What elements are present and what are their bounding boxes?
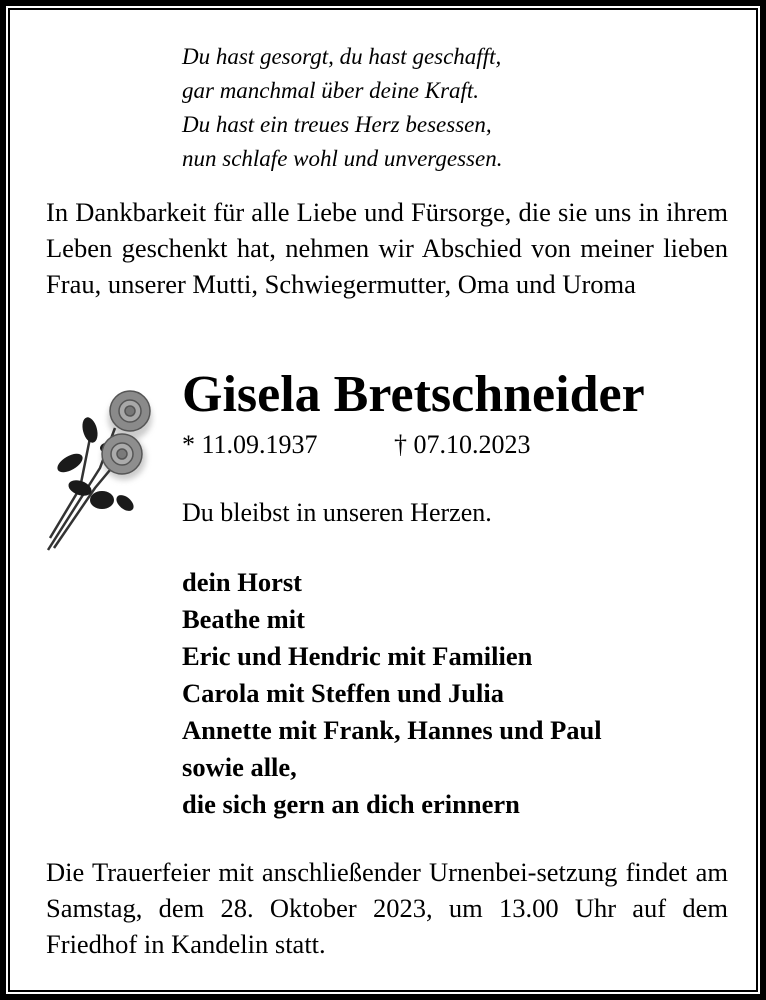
rose-image: [40, 378, 165, 558]
poem-line: nun schlafe wohl und unvergessen.: [182, 146, 503, 171]
mourner-line: sowie alle,: [182, 752, 297, 782]
intro-text: In Dankbarkeit für alle Liebe und Fürsorge, die sie uns in ihrem Leben geschenkt hat, nehmen wir Abschied von meiner lieben Frau, unserer Mutti, Schwiegermutter, Oma und Uroma: [46, 197, 728, 299]
life-dates: [182, 428, 531, 462]
birth-date: * 11.09.1937: [182, 430, 318, 459]
motto: Du bleibst in unseren Herzen.: [182, 498, 492, 527]
death-date: † 07.10.2023: [394, 430, 531, 459]
mourner-line: dein Horst: [182, 567, 302, 597]
mourner-line: Carola mit Steffen und Julia: [182, 678, 504, 708]
poem-line: Du hast gesorgt, du hast geschafft,: [182, 44, 502, 69]
poem-line: gar manchmal über deine Kraft.: [182, 78, 480, 103]
deceased-name: Gisela Bretschneider: [182, 366, 645, 423]
mourner-line: Eric und Hendric mit Familien: [182, 641, 533, 671]
mourner-line: Beathe mit: [182, 604, 305, 634]
poem-line: Du hast ein treues Herz besessen,: [182, 112, 492, 137]
funeral-info: Die Trauerfeier mit anschließender Urnenbei-setzung findet am Samstag, dem 28. Oktober 2023, um 13.00 Uhr auf dem Friedhof in Kandelin statt.: [46, 857, 728, 959]
mourners-list: [182, 564, 602, 823]
mourner-line: die sich gern an dich erinnern: [182, 789, 520, 819]
mourner-line: Annette mit Frank, Hannes und Paul: [182, 715, 602, 745]
poem: [182, 40, 502, 176]
